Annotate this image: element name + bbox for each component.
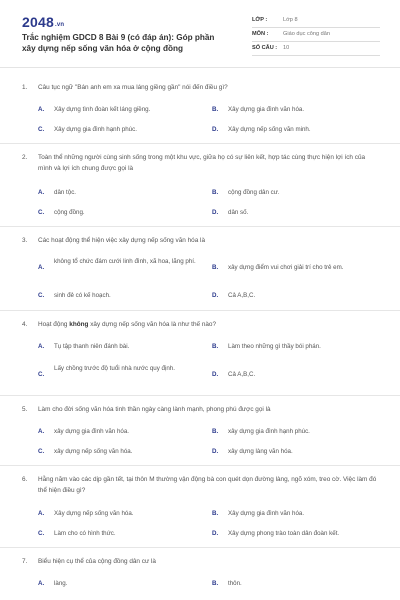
- question-number: 6.: [22, 476, 28, 483]
- question-number: 5.: [22, 406, 28, 413]
- meta-value: Lớp 8: [283, 17, 298, 23]
- question-text: Toàn thể những người cùng sinh sống trong một khu vực, giữa họ có sự liên kết, hợp tác cùng thực hiện lợi ích của mình và lợi ích chung được gọi là: [38, 154, 366, 172]
- option-text: xây dựng gia đình hạnh phúc.: [228, 428, 310, 435]
- option-text: Xây dựng gia đình văn hóa.: [228, 106, 305, 113]
- question-text: Làm cho đời sống văn hóa tinh thần ngày càng lành mạnh, phong phú được gọi là: [38, 406, 271, 413]
- option-letter: D.: [212, 209, 219, 216]
- page-title: Trắc nghiệm GDCD 8 Bài 9 (có đáp án): Góp phần xây dựng nếp sống văn hóa ở cộng đồng: [22, 33, 215, 53]
- option-letter: C.: [38, 292, 45, 299]
- option-text: không tổ chức đám cưới linh đình, xã hoa, lãng phí.: [54, 258, 196, 265]
- option-text: xây dựng điểm vui chơi giải trí cho trẻ em.: [228, 264, 344, 271]
- site-logo[interactable]: [22, 14, 64, 30]
- question-2: [0, 144, 400, 227]
- option-text: Lấy chồng trước độ tuổi nhà nước quy định.: [54, 365, 175, 372]
- option-text: Cả A,B,C.: [228, 292, 256, 299]
- option-letter: C.: [38, 126, 45, 133]
- option-text: Xây dựng nếp sống văn hóa.: [54, 510, 134, 517]
- option-letter: D.: [212, 448, 219, 455]
- option-text: dân số.: [228, 209, 249, 216]
- option-letter: B.: [212, 189, 219, 196]
- option-text: Xây dựng nếp sống văn minh.: [228, 126, 311, 133]
- option-text: sinh đẻ có kế hoạch.: [54, 292, 111, 299]
- question-text: Hằng năm vào các dịp gần tết, tại thôn M thường vận động bà con quét dọn đường làng, ngõ xóm, treo cờ. Việc làm đó thể hiện điều gì?: [38, 476, 377, 494]
- question-number: 1.: [22, 84, 28, 91]
- option-text: thôn.: [228, 580, 242, 587]
- option-letter: C.: [38, 530, 45, 537]
- question-number: 3.: [22, 237, 28, 244]
- option-letter: B.: [212, 428, 219, 435]
- option-text: xây dựng gia đình văn hóa.: [54, 428, 130, 435]
- meta-value: 10: [283, 45, 290, 51]
- question-text: Câu tục ngữ "Bán anh em xa mua láng giềng gần" nói đến điều gì?: [38, 84, 228, 91]
- option-text: Xây dựng gia đình hạnh phúc.: [54, 126, 137, 133]
- option-text: Xây dựng tình đoàn kết láng giềng.: [54, 106, 151, 113]
- option-letter: C.: [38, 448, 45, 455]
- logo-text: 2048: [22, 14, 54, 30]
- option-letter: B.: [212, 510, 219, 517]
- option-letter: D.: [212, 126, 219, 133]
- page-header: [0, 0, 400, 68]
- option-text: Tụ tập thanh niên đánh bài.: [54, 343, 130, 350]
- option-text: xây dựng làng văn hóa.: [228, 448, 293, 455]
- option-letter: A.: [38, 580, 45, 587]
- option-text: làng.: [54, 580, 68, 587]
- question-1: [0, 74, 400, 144]
- question-4: [0, 311, 400, 396]
- question-3: [0, 227, 400, 311]
- option-text: Làm theo những gì thầy bói phán.: [228, 343, 321, 350]
- option-letter: A.: [38, 189, 45, 196]
- meta-row-grade: [252, 14, 380, 28]
- option-text: Cả A,B,C.: [228, 371, 256, 378]
- meta-row-question-count: [252, 42, 380, 56]
- question-number: 7.: [22, 558, 28, 565]
- option-letter: A.: [38, 428, 45, 435]
- option-text: cộng đồng dân cư.: [228, 189, 280, 196]
- question-text-part: xây dựng nếp sống văn hóa là như thế nào?: [88, 321, 217, 328]
- question-number: 4.: [22, 321, 28, 328]
- question-text-part: Hoạt động: [38, 321, 70, 328]
- option-letter: D.: [212, 530, 219, 537]
- question-6: [0, 466, 400, 548]
- option-text: xây dựng nếp sống văn hóa.: [54, 448, 133, 455]
- option-letter: A.: [38, 264, 45, 271]
- option-text: Làm cho có hình thức.: [54, 530, 116, 537]
- meta-row-subject: [252, 28, 380, 42]
- option-letter: B.: [212, 264, 219, 271]
- question-7: [0, 548, 400, 600]
- question-text: [38, 319, 378, 330]
- option-letter: A.: [38, 510, 45, 517]
- option-letter: A.: [38, 106, 45, 113]
- quiz-meta-table: [252, 14, 380, 56]
- option-letter: C.: [38, 209, 45, 216]
- meta-value: Giáo dục công dân: [283, 31, 330, 37]
- option-letter: B.: [212, 343, 219, 350]
- option-text: Xây dựng gia đình văn hóa.: [228, 510, 305, 517]
- option-letter: B.: [212, 106, 219, 113]
- question-text-emphasis: không: [69, 321, 89, 328]
- option-letter: B.: [212, 580, 219, 587]
- question-text: Biểu hiện cụ thể của cộng đồng dân cư là: [38, 558, 156, 565]
- option-text: dân tộc.: [54, 189, 77, 196]
- option-letter: C.: [38, 371, 45, 378]
- question-number: 2.: [22, 154, 28, 161]
- question-5: [0, 396, 400, 466]
- meta-key: LỚP :: [252, 17, 268, 23]
- option-letter: A.: [38, 343, 45, 350]
- meta-key: MÔN :: [252, 31, 269, 37]
- option-letter: D.: [212, 292, 219, 299]
- option-text: cộng đồng.: [54, 209, 85, 216]
- question-text: Các hoạt động thể hiện việc xây dựng nếp sống văn hóa là: [38, 237, 206, 244]
- option-text: Xây dựng phong trào toàn dân đoàn kết.: [228, 530, 340, 537]
- option-letter: D.: [212, 371, 219, 378]
- logo-suffix: .vn: [54, 22, 65, 28]
- meta-key: SỐ CÂU :: [252, 45, 278, 51]
